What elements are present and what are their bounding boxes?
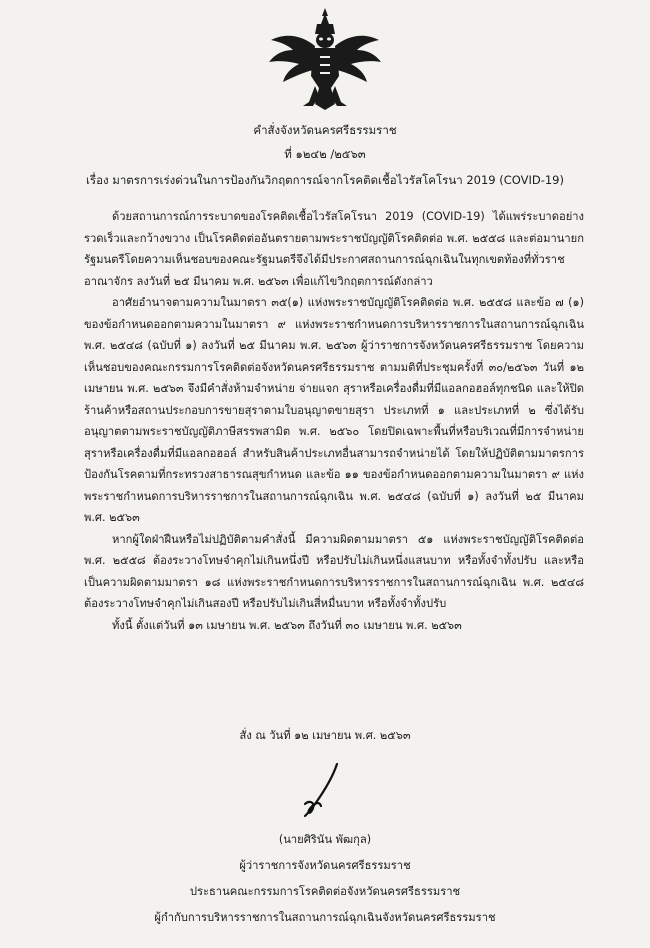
paragraph-penalty: หากผู้ใดฝ่าฝืนหรือไม่ปฏิบัติตามคำสั่งนี้ มีความผิดตามมาตรา ๕๑ แห่งพระราชบัญญัติโรคติดต่อ พ.ศ. ๒๕๕๘ ต้องระวางโทษจำคุกไม่เกินหนึ่งปี หรือปรับไม่เกินหนึ่งแสนบาท หรือทั้งจำทั้งปรับ และหรือเป็นความผิดตามมาตรา ๑๘ แห่งพระราชกำหนดการบริหารราชการในสถานการณ์ฉุกเฉิน พ.ศ. ๒๕๔๘ ต้องระวางโทษจำคุกไม่เกินสองปี หรือปรับไม่เกินสี่หมื่นบาท หรือทั้งจำทั้งปรับ	[84, 532, 584, 610]
handwritten-signature-icon	[285, 760, 365, 820]
order-title: คำสั่งจังหวัดนครศรีธรรมราช	[253, 123, 397, 137]
order-number: ที่ ๑๒๔๒ /๒๕๖๓	[284, 147, 366, 161]
paragraph-background: ด้วยสถานการณ์การระบาดของโรคติดเชื้อไวรัสโคโรนา 2019 (COVID-19) ได้แพร่ระบาดอย่างรวดเร็วและกว้างขวาง เป็นโรคติดต่ออันตรายตามพระราชบัญญัติโรคติดต่อ พ.ศ. ๒๕๕๘ และต่อมานายกรัฐมนตรีโดยความเห็นชอบของคณะรัฐมนตรีจึงได้มีประกาศสถานการณ์ฉุกเฉินในทุกเขตท้องที่ทั่วราชอาณาจักร ลงวันที่ ๒๕ มีนาคม พ.ศ. ๒๕๖๓ เพื่อแก้ไขวิกฤตการณ์ดังกล่าว	[84, 210, 584, 288]
paragraph-authority: อาศัยอำนาจตามความในมาตรา ๓๕(๑) แห่งพระราชบัญญัติโรคติดต่อ พ.ศ. ๒๕๕๘ และข้อ ๗ (๑) ของข้อกำหนดออกตามความในมาตรา ๙ แห่งพระราชกำหนดการบริหารราชการในสถานการณ์ฉุกเฉิน พ.ศ. ๒๕๔๘ (ฉบับที่ ๑) ลงวันที่ ๒๕ มีนาคม พ.ศ. ๒๕๖๓ ผู้ว่าราชการจังหวัดนครศรีธรรมราช โดยความเห็นชอบของคณะกรรมการโรคติดต่อจังหวัดนครศรีธรรมราช ตามมติที่ประชุมครั้งที่ ๓๐/๒๕๖๓ วันที่ ๑๒ เมษายน พ.ศ. ๒๕๖๓ จึงมีคำสั่งห้ามจำหน่าย จ่ายแจก สุราหรือเครื่องดื่มที่มีแอลกอฮอล์ทุกชนิด และให้ปิดร้านค้าหรือสถานประกอบการขายสุราตามใบอนุญาตขายสุรา ประเภทที่ ๑ และประเภทที่ ๒ ซึ่งได้รับอนุญาตตามพระราชบัญญัติภาษีสรรพสามิต พ.ศ. ๒๕๖๐ โดยปิดเฉพาะพื้นที่หรือบริเวณที่มีการจำหน่ายสุราหรือเครื่องดื่มที่มีแอลกอฮอล์ สำหรับสินค้าประเภทอื่นสามารถจำหน่ายได้ โดยให้ปฏิบัติตามมาตรการป้องกันโรคตามที่กระทรวงสาธารณสุขกำหนด และข้อ ๑๑ ของข้อกำหนดออกตามความในมาตรา ๙ แห่งพระราชกำหนดการบริหารราชการในสถานการณ์ฉุกเฉิน พ.ศ. ๒๕๔๘ (ฉบับที่ ๑) ลงวันที่ ๒๕ มีนาคม พ.ศ. ๒๕๖๓	[84, 296, 584, 524]
signing-date: สั่ง ณ วันที่ ๑๒ เมษายน พ.ศ. ๒๕๖๓	[239, 729, 411, 742]
paragraph-effective-period: ทั้งนี้ ตั้งแต่วันที่ ๑๓ เมษายน พ.ศ. ๒๕๖๓ ถึงวันที่ ๓๐ เมษายน พ.ศ. ๒๕๖๓	[112, 618, 462, 632]
signer-name: (นายศิรินัน พัฒกุล)	[278, 833, 372, 846]
order-body	[84, 206, 584, 636]
signer-position-emergency-director: ผู้กำกับการบริหารราชการในสถานการณ์ฉุกเฉินจังหวัดนครศรีธรรมราช	[154, 911, 496, 924]
signer-position-committee-chair: ประธานคณะกรรมการโรคติดต่อจังหวัดนครศรีธรรมราช	[189, 885, 461, 898]
garuda-emblem-icon	[265, 6, 385, 110]
order-subject: เรื่อง มาตรการเร่งด่วนในการป้องกันวิกฤตการณ์จากโรคติดเชื้อไวรัสโคโรนา 2019 (COVID-19)	[85, 173, 564, 187]
signer-position-governor: ผู้ว่าราชการจังหวัดนครศรีธรรมราช	[239, 859, 411, 872]
